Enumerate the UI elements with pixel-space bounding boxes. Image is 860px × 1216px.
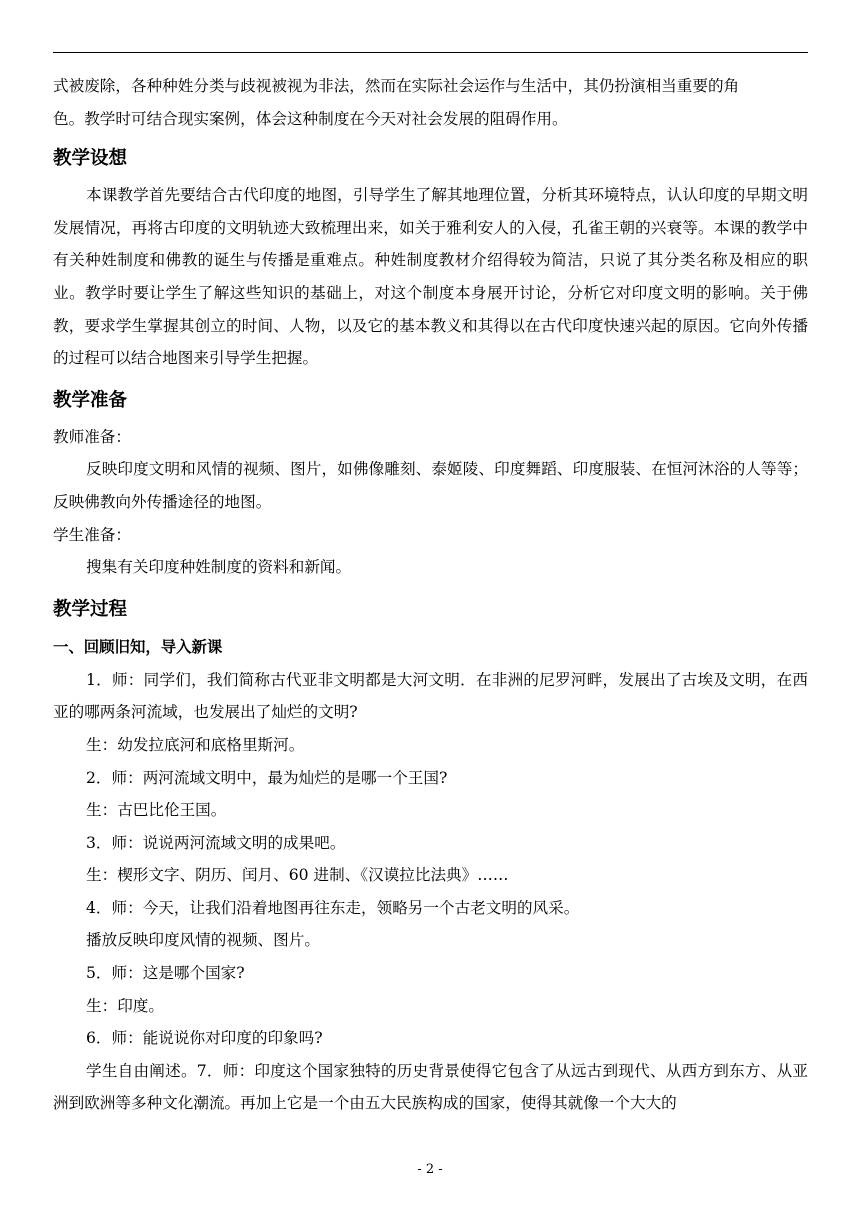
intro-line-2: 色。教学时可结合现实案例，体会这种制度在今天对社会发展的阻碍作用。 [53,109,568,128]
header-rule [53,52,808,53]
question-2: 2．师：两河流域文明中，最为灿烂的是哪一个王国? [86,768,448,787]
prep-heading: 教学准备 [53,389,128,411]
section-heading-1: 一、回顾旧知，导入新课 [53,637,223,656]
answer-3: 生：楔形文字、阴历、闰月、60 进制、《汉谟拉比法典》…… [86,866,509,885]
teacher-prep-label: 教师准备： [53,427,131,446]
intro-line-1: 式被废除，各种种姓分类与歧视被视为非法，然而在实际社会运作与生活中，其仍扮演相当重要的角 [53,77,740,95]
answer-2: 生：古巴比伦王国。 [86,801,227,820]
page-content [53,70,808,1120]
play-video-text: 播放反映印度风情的视频、图片。 [86,931,320,950]
process-heading: 教学过程 [53,598,128,620]
question-3: 3．师：说说两河流域文明的成果吧。 [86,833,346,852]
design-heading: 教学设想 [53,148,128,170]
teacher-prep-text: 反映印度文明和风情的视频、图片，如佛像雕刻、泰姬陵、印度舞蹈、印度服装、在恒河沐浴的人等等；反映佛教向外传播途径的地图。 [53,460,808,511]
question-7: 学生自由阐述。7．师：印度这个国家独特的历史背景使得它包含了从远古到现代、从西方到东方、从亚洲到欧洲等多种文化潮流。再加上它是一个由五大民族构成的国家，使得其就像一个大大的 [53,1061,808,1113]
student-prep-label: 学生准备： [53,525,131,544]
question-4: 4．师：今天，让我们沿着地图再往东走，领略另一个古老文明的风采。 [86,898,580,917]
question-6: 6．师：能说说你对印度的印象吗? [86,1029,323,1048]
answer-1: 生：幼发拉底河和底格里斯河。 [86,735,305,754]
answer-5: 生：印度。 [86,996,164,1015]
question-5: 5．师：这是哪个国家? [86,964,245,983]
student-prep-text: 搜集有关印度种姓制度的资料和新闻。 [86,558,352,577]
question-1: 1．师：同学们，我们简称古代亚非文明都是大河文明．在非洲的尼罗河畔，发展出了古埃及文明，在西亚的哪两条河流域，也发展出了灿烂的文明? [53,670,808,722]
design-paragraph: 本课教学首先要结合古代印度的地图，引导学生了解其地理位置，分析其环境特点，认认印度的早期文明发展情况，再将古印度的文明轨迹大致梳理出来，如关于雅利安人的入侵，孔雀王朝的兴衰等。本课的教学中有关种姓制度和佛教的诞生与传播是重难点。种姓制度教材介绍得较为简洁，只说了其分类名称及相应的职业。教学时要让学生了解这些知识的基础上，对这个制度本身展开讨论，分析它对印度文明的影响。关于佛教，要求学生掌握其创立的时间、人物，以及它的基本教义和其得以在古代印度快速兴起的原因。它向外传播的过程可以结合地图来引导学生把握。 [53,186,808,368]
page-number: - 2 - [417,1162,443,1177]
